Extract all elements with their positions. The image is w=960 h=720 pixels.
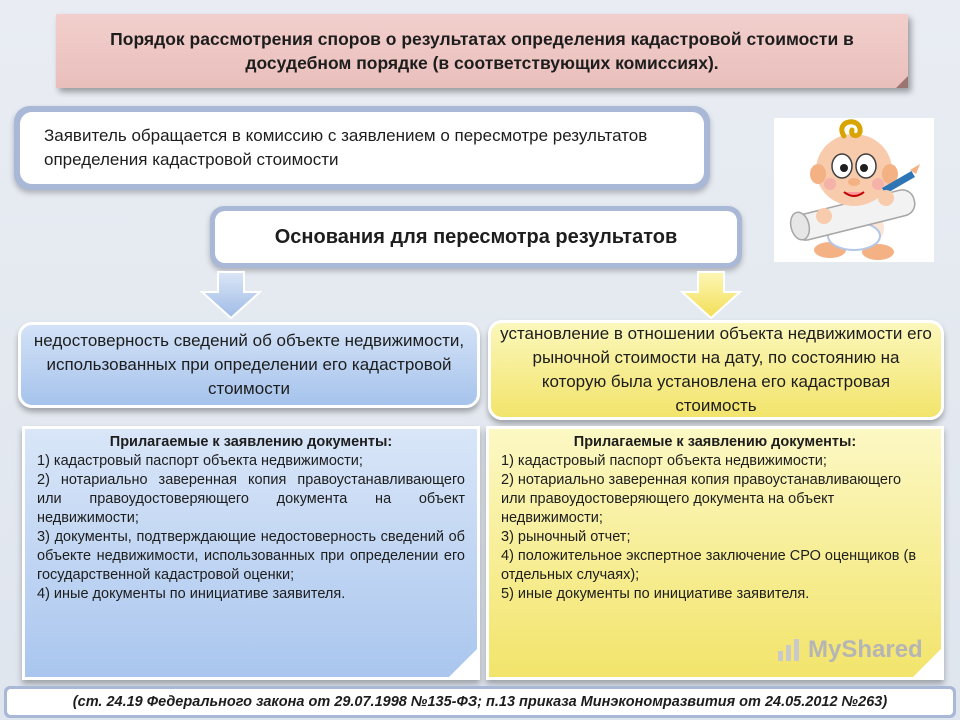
list-item: 1) кадастровый паспорт объекта недвижимости;	[37, 453, 363, 469]
list-item: 1) кадастровый паспорт объекта недвижимости;	[501, 453, 827, 469]
documents-left	[22, 426, 480, 680]
watermark	[776, 636, 923, 664]
list-item: 2) нотариально заверенная копия правоустанавливающего или правоудостоверяющего документа на объект недвижимости;	[501, 472, 902, 526]
list-item: 2) нотариально заверенная копия правоустанавливающего или правоудостоверяющего документа на объект недвижимости;	[37, 472, 465, 526]
page-title: Порядок рассмотрения споров о результатах определения кадастровой стоимости в досудебном порядке (в соответствующих комиссиях).	[110, 29, 854, 73]
documents-left-heading: Прилагаемые к заявлению документы:	[109, 434, 393, 450]
title-fold	[896, 76, 908, 88]
footer-citation: (ст. 24.19 Федерального закона от 29.07.1998 №135-ФЗ; п.13 приказа Минэкономразвития от 24.05.2012 №263)	[7, 689, 953, 715]
watermark-text: MyShared	[808, 636, 923, 663]
documents-right-heading: Прилагаемые к заявлению документы:	[573, 434, 857, 450]
down-arrow-icon	[680, 270, 742, 320]
list-item: 5) иные документы по инициативе заявителя.	[501, 586, 810, 602]
grounds-box	[210, 206, 742, 268]
list-item: 4) положительное экспертное заключение СРО оценщиков (в отдельных случаях);	[501, 548, 917, 583]
list-item: 3) рыночный отчет;	[501, 529, 631, 545]
footer	[4, 686, 956, 718]
list-item: 4) иные документы по инициативе заявителя.	[37, 586, 346, 602]
page-fold	[446, 646, 480, 680]
applicant-text: Заявитель обращается в комиссию с заявлением о пересмотре результатов определения кадастровой стоимости	[20, 112, 704, 184]
list-item: 3) документы, подтверждающие недостоверность сведений об объекте недвижимости, использованных при определении его государственной кадастровой оценки;	[37, 529, 465, 583]
baby-with-scroll-icon	[774, 118, 934, 262]
applicant-box	[14, 106, 710, 190]
reason-left	[18, 322, 480, 408]
title-banner	[56, 14, 908, 88]
reason-left-text: недостоверность сведений об объекте недвижимости, использованных при определении его кадастровой стоимости	[33, 331, 465, 398]
reason-right	[488, 320, 944, 420]
reason-right-text: установление в отношении объекта недвижимости его рыночной стоимости на дату, по состоянию на которую была установлена его кадастровая стоимость	[500, 324, 932, 415]
grounds-title: Основания для пересмотра результатов	[215, 211, 737, 263]
down-arrow-icon	[200, 270, 262, 320]
chart-logo-icon	[776, 637, 802, 663]
